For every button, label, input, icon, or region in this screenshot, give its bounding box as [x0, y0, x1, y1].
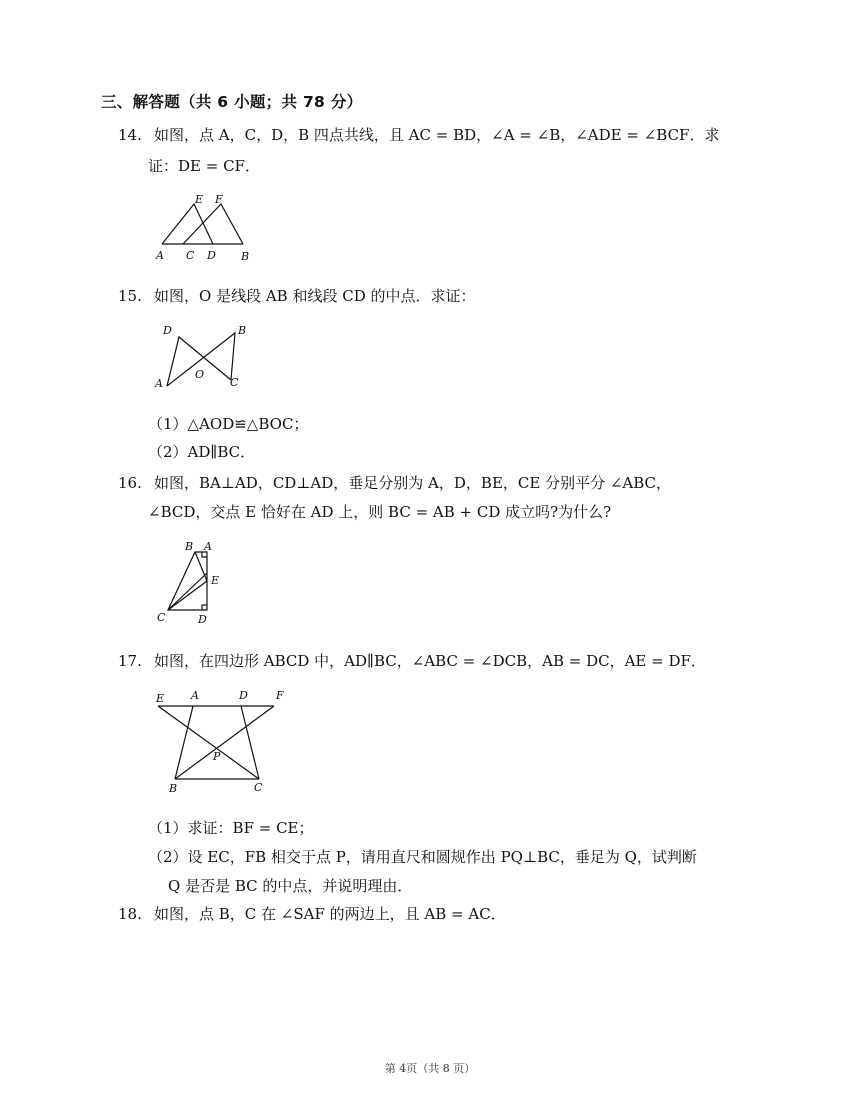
q15-label-b: B [238, 324, 247, 337]
question-17-line-1 [118, 651, 706, 671]
question-14-number: 14. [118, 126, 142, 144]
q16-bisector-be [195, 552, 207, 581]
page-footer: 第 4页（共 8 页） [384, 1062, 476, 1075]
q14-triangle-ade [162, 204, 213, 244]
figure-q15 [150, 320, 250, 395]
q16-label-e: E [211, 574, 220, 587]
question-17-text: 如图，在四边形 ABCD 中，AD∥BC，∠ABC = ∠DCB，AB = DC，AE = DF． [154, 652, 706, 670]
q14-label-b: B [241, 250, 250, 263]
q16-label-d: D [198, 613, 207, 626]
q16-label-c: C [157, 611, 166, 624]
q14-triangle-bcf [183, 204, 243, 244]
question-18-number: 18. [118, 905, 142, 923]
question-16-text: 如图，BA⊥AD，CD⊥AD，垂足分别为 A，D，BE，CE 分别平分 ∠ABC， [154, 474, 672, 492]
question-15-line-1 [118, 286, 476, 306]
q15-label-c: C [230, 376, 239, 389]
section-title: 三、解答题（共 6 小题；共 78 分） [101, 93, 363, 111]
q14-label-f: F [215, 193, 223, 206]
q17-label-p: P [213, 750, 221, 763]
question-15-sub-2: （2）AD∥BC． [148, 443, 256, 461]
q16-line-be-extended [168, 573, 207, 610]
figure-q16 [150, 537, 230, 627]
q16-trapezoid [168, 552, 207, 610]
q17-label-d: D [239, 689, 248, 702]
q17-label-c: C [254, 781, 263, 794]
question-17-sub-2-line-1: （2）设 EC，FB 相交于点 P，请用直尺和圆规作出 PQ⊥BC，垂足为 Q，试判断 [148, 848, 697, 866]
question-14-line-2: 证：DE = CF． [148, 157, 260, 175]
q15-label-d: D [163, 324, 172, 337]
question-15-number: 15. [118, 287, 142, 305]
figure-q17 [150, 685, 300, 795]
q16-right-angle-d [202, 605, 207, 610]
question-17-sub-1: （1）求证：BF = CE； [148, 819, 314, 837]
question-15-sub-1: （1）△AOD≌△BOC； [148, 415, 309, 433]
q16-label-b: B [185, 540, 194, 553]
question-16-line-2: ∠BCD，交点 E 恰好在 AD 上，则 BC = AB + CD 成立吗?为什么? [148, 503, 612, 521]
question-14-line-1 [118, 125, 719, 145]
q17-label-a: A [191, 689, 199, 702]
q17-label-b: B [169, 782, 178, 795]
question-14-text: 如图，点 A，C，D，B 四点共线，且 AC = BD，∠A = ∠B，∠ADE = ∠BCF．求 [154, 126, 720, 144]
question-15-text: 如图，O 是线段 AB 和线段 CD 的中点．求证： [154, 287, 476, 305]
question-17-number: 17. [118, 652, 142, 670]
q14-label-a: A [156, 249, 164, 262]
question-16-number: 16. [118, 474, 142, 492]
q17-label-e: E [156, 692, 165, 705]
q15-label-a: A [155, 377, 163, 390]
q16-label-a: A [204, 540, 212, 553]
q16-bisector-ce [168, 581, 207, 610]
question-18-text: 如图，点 B，C 在 ∠SAF 的两边上，且 AB = AC． [154, 905, 506, 923]
figure-q14 [150, 190, 270, 265]
q17-label-f: F [276, 689, 284, 702]
question-16-line-1 [118, 473, 671, 493]
q14-label-e: E [195, 193, 204, 206]
q14-label-c: C [186, 249, 195, 262]
q14-label-d: D [207, 249, 216, 262]
q15-label-o: O [195, 368, 205, 381]
question-18-line-1 [118, 904, 506, 924]
question-17-sub-2-line-2: Q 是否是 BC 的中点，并说明理由． [168, 877, 413, 895]
